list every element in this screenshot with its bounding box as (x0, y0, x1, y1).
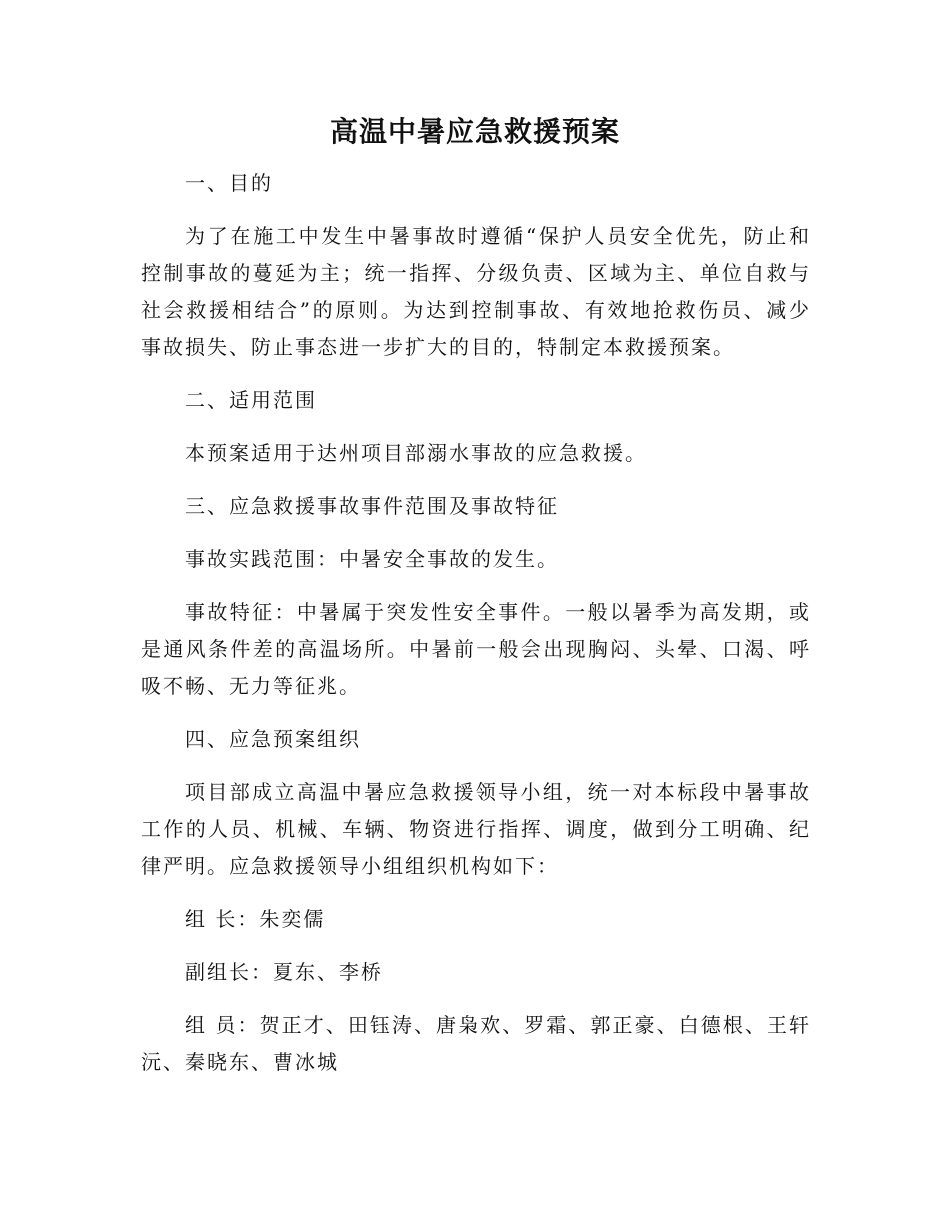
document-title: 高温中暑应急救援预案 (329, 115, 620, 148)
team-deputy-leader: 副组长：夏东、李桥 (185, 960, 383, 984)
team-members: 组 员：贺正才、田钰涛、唐枭欢、罗霜、郭正豪、白德根、王轩沅、秦晓东、曹冰城 (141, 1013, 811, 1074)
section-heading-purpose: 一、目的 (185, 171, 273, 195)
paragraph-incident-features: 事故特征：中暑属于突发性安全事件。一般以暑季为高发期，或是通风条件差的高温场所。中暑前一般会出现胸闷、头晕、口渴、呼吸不畅、无力等征兆。 (141, 600, 811, 698)
team-leader: 组 长：朱奕儒 (185, 907, 326, 931)
section-heading-organization: 四、应急预案组织 (185, 727, 361, 751)
section-heading-incident-range: 三、应急救援事故事件范围及事故特征 (185, 494, 559, 518)
paragraph-organization: 项目部成立高温中暑应急救援领导小组，统一对本标段中暑事故工作的人员、机械、车辆、物资进行指挥、调度，做到分工明确、纪律严明。应急救援领导小组组织机构如下： (141, 780, 811, 878)
paragraph-purpose: 为了在施工中发生中暑事故时遵循“保护人员安全优先，防止和控制事故的蔓延为主；统一指挥、分级负责、区域为主、单位自救与社会救援相结合”的原则。为达到控制事故、有效地抢救伤员、减少事故损失、防止事态进一步扩大的目的，特制定本救援预案。 (141, 224, 811, 359)
section-heading-scope: 二、适用范围 (185, 388, 317, 412)
paragraph-scope: 本预案适用于达州项目部溺水事故的应急救援。 (185, 441, 647, 465)
paragraph-incident-range: 事故实践范围：中暑安全事故的发生。 (185, 547, 559, 571)
document-body (141, 165, 811, 1097)
